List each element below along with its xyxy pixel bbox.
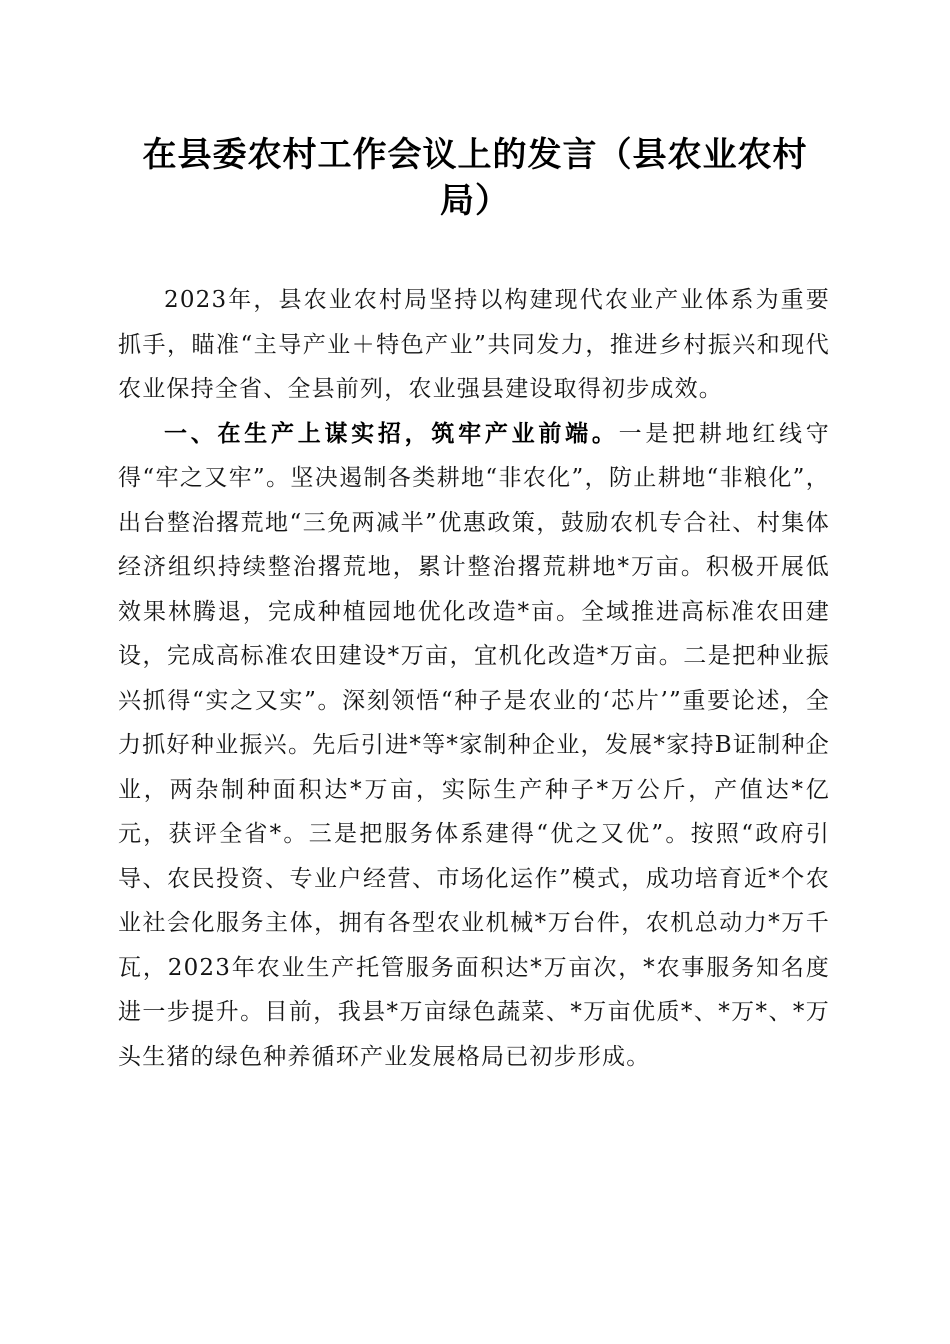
document-title: 在县委农村工作会议上的发言（县农业农村局） (142, 135, 808, 221)
section-one-heading: 一、在生产上谋实招，筑牢产业前端。 (164, 420, 619, 447)
intro-paragraph (118, 278, 830, 412)
section-one-paragraph (118, 412, 830, 1080)
document-body (118, 278, 830, 1079)
section-one-text: 一是把耕地红线守得“牢之又牢”。坚决遏制各类耕地“非农化”，防止耕地“非粮化”，出台整治撂荒地“三免两减半”优惠政策，鼓励农机专合社、村集体经济组织持续整治撂荒地，累计整治撂荒耕地*万亩。积极开展低效果林腾退，完成种植园地优化改造*亩。全域推进高标准农田建设，完成高标准农田建设*万亩，宜机化改造*万亩。二是把种业振兴抓得“实之又实”。深刻领悟“种子是农业的‘芯片’”重要论述，全力抓好种业振兴。先后引进*等*家制种企业，发展*家持B证制种企业，两杂制种面积达*万亩，实际生产种子*万公斤，产值达*亿元，获评全省*。三是把服务体系建得“优之又优”。按照“政府引导、农民投资、专业户经营、市场化运作”模式，成功培育近*个农业社会化服务主体，拥有各型农业机械*万台件，农机总动力*万千瓦，2023年农业生产托管服务面积达*万亩次，*农事服务知名度进一步提升。目前，我县*万亩绿色蔬菜、*万亩优质*、*万*、*万头生猪的绿色种养循环产业发展格局已初步形成。 (118, 420, 830, 1070)
intro-paragraph-text: 2023年，县农业农村局坚持以构建现代农业产业体系为重要抓手，瞄准“主导产业＋特色产业”共同发力，推进乡村振兴和现代农业保持全省、全县前列，农业强县建设取得初步成效。 (118, 287, 830, 402)
